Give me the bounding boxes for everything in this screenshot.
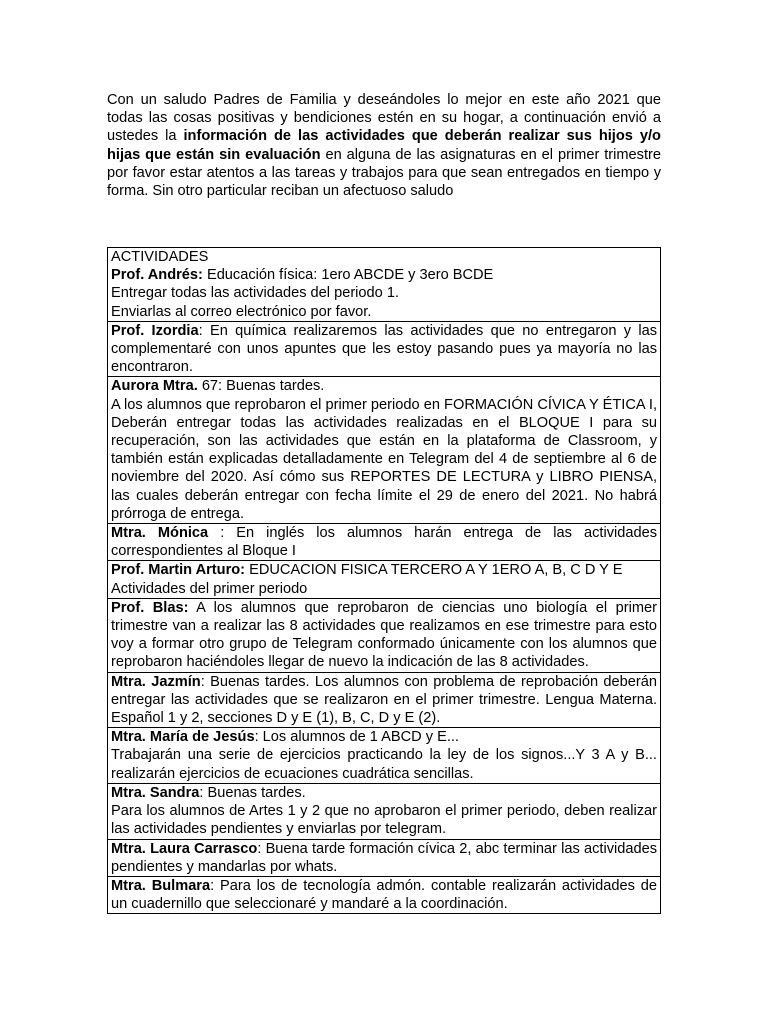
teacher-name: Prof. Andrés: <box>111 267 203 284</box>
row-first-line <box>111 561 657 579</box>
teacher-name: Mtra. Jazmín <box>111 673 201 690</box>
row-first-line <box>111 728 657 746</box>
teacher-name: Prof. Martin Arturo: <box>111 562 246 579</box>
teacher-message: Educación física: 1ero ABCDE y 3ero BCDE <box>202 267 494 284</box>
table-row <box>108 672 660 728</box>
table-row <box>108 376 660 523</box>
table-row <box>108 560 660 597</box>
teacher-message: : En inglés los alumnos harán entrega de las actividades correspondientes al Bloque I <box>111 525 657 560</box>
teacher-name: Mtra. Sandra <box>111 784 200 801</box>
table-row <box>108 839 660 876</box>
teacher-message: : En química realizaremos las actividades que no entregaron y las complementaré con unos apuntes que les estoy pasando pues ya mayoría no las encontraron. <box>111 322 657 376</box>
teacher-message: A los alumnos que reprobaron de ciencias uno biología el primer trimestre van a realizar las 8 actividades que realizamos en ese trimestre para esto voy a formar otro grupo de Telegram conformado únicamente con los alumnos que reprobaron haciéndoles llegar de nuevo la indicación de las 8 actividades. <box>111 599 658 671</box>
row-first-line <box>111 784 657 802</box>
table-row <box>108 266 660 321</box>
row-first-line <box>111 840 657 876</box>
teacher-name: Mtra. María de Jesús <box>111 729 255 746</box>
table-header <box>108 248 660 266</box>
row-extra-line: Entregar todas las actividades del periodo 1. <box>111 285 399 302</box>
table-row <box>108 783 660 839</box>
table-row <box>108 876 660 913</box>
row-first-line <box>111 322 657 377</box>
table-header-label: ACTIVIDADES <box>111 249 209 265</box>
teacher-name: Mtra. Mónica <box>111 525 209 542</box>
teacher-name: Aurora Mtra. <box>111 378 198 395</box>
intro-bold-text: información de las actividades que deberán realizar sus hijos y/o hijas que están sin evaluación <box>107 128 661 163</box>
table-row <box>108 727 660 783</box>
teacher-name: Prof. Blas: <box>111 599 189 616</box>
row-first-line <box>111 877 657 913</box>
intro-text-1: Con un saludo Padres de Familia y deseándoles lo mejor en este año 2021 que todas las cosas positivas y bendiciones estén en su hogar, a continuación envió a ustedes la <box>107 92 661 145</box>
row-first-line <box>111 599 657 672</box>
row-extra-line: Actividades del primer periodo <box>111 580 308 597</box>
row-first-line <box>111 377 657 395</box>
teacher-message: 67: Buenas tardes. <box>197 378 325 395</box>
teacher-name: Prof. Izordia <box>111 322 199 339</box>
teacher-message: : Buenas tardes. <box>199 784 306 801</box>
teacher-message: : Buena tarde formación cívica 2, abc terminar las actividades pendientes y mandarlas por whats. <box>111 840 657 875</box>
row-extra-line: Enviarlas al correo electrónico por favor. <box>111 303 372 320</box>
row-extra-line: Para los alumnos de Artes 1 y 2 que no aprobaron el primer periodo, deben realizar las actividades pendientes y enviarlas por telegram. <box>111 803 657 838</box>
table-row <box>108 321 660 377</box>
teacher-name: Mtra. Bulmara <box>111 877 211 894</box>
teacher-message: : Para los de tecnología admón. contable realizarán actividades de un cuadernillo que seleccionaré y mandaré a la coordinación. <box>111 877 657 913</box>
table-row <box>108 523 660 560</box>
row-first-line <box>111 524 657 560</box>
teacher-name: Mtra. Laura Carrasco <box>111 840 258 857</box>
row-extra-line: Trabajarán una serie de ejercicios practicando la ley de los signos...Y 3 A y B... realizarán ejercicios de ecuaciones cuadrática sencillas. <box>111 747 657 782</box>
table-body <box>108 266 660 913</box>
teacher-message: EDUCACION FISICA TERCERO A Y 1ERO A, B, C D Y E <box>245 562 623 579</box>
row-first-line <box>111 266 657 284</box>
activities-table <box>107 247 661 914</box>
table-row <box>108 598 660 672</box>
teacher-message: : Buenas tardes. Los alumnos con problema de reprobación deberán entregar las actividades que se realizaron en el primer trimestre. Lengua Materna. Español 1 y 2, secciones D y E (1), B, C, D y E (2). <box>111 673 657 727</box>
row-first-line <box>111 673 657 728</box>
row-extra-line: A los alumnos que reprobaron el primer periodo en FORMACIÓN CÍVICA Y ÉTICA I, Deberán entregar todas las actividades realizadas en el BLOQUE I para su recuperación, son las actividades que están en la plataforma de Classroom, y también están explicadas detalladamente en Telegram del 4 de septiembre al 6 de noviembre del 2020. Así cómo sus REPORTES DE LECTURA y LIBRO PIENSA, las cuales deberán entregar con fecha límite el 29 de enero del 2021. No habrá prórroga de entrega. <box>111 396 657 522</box>
intro-text-2: en alguna de las asignaturas en el primer trimestre por favor estar atentos a las tareas y trabajos para que sean entregados en tiempo y forma. Sin otro particular reciban un afectuoso saludo <box>107 146 661 200</box>
intro-paragraph <box>107 91 661 200</box>
teacher-message: : Los alumnos de 1 ABCD y E... <box>254 729 459 746</box>
